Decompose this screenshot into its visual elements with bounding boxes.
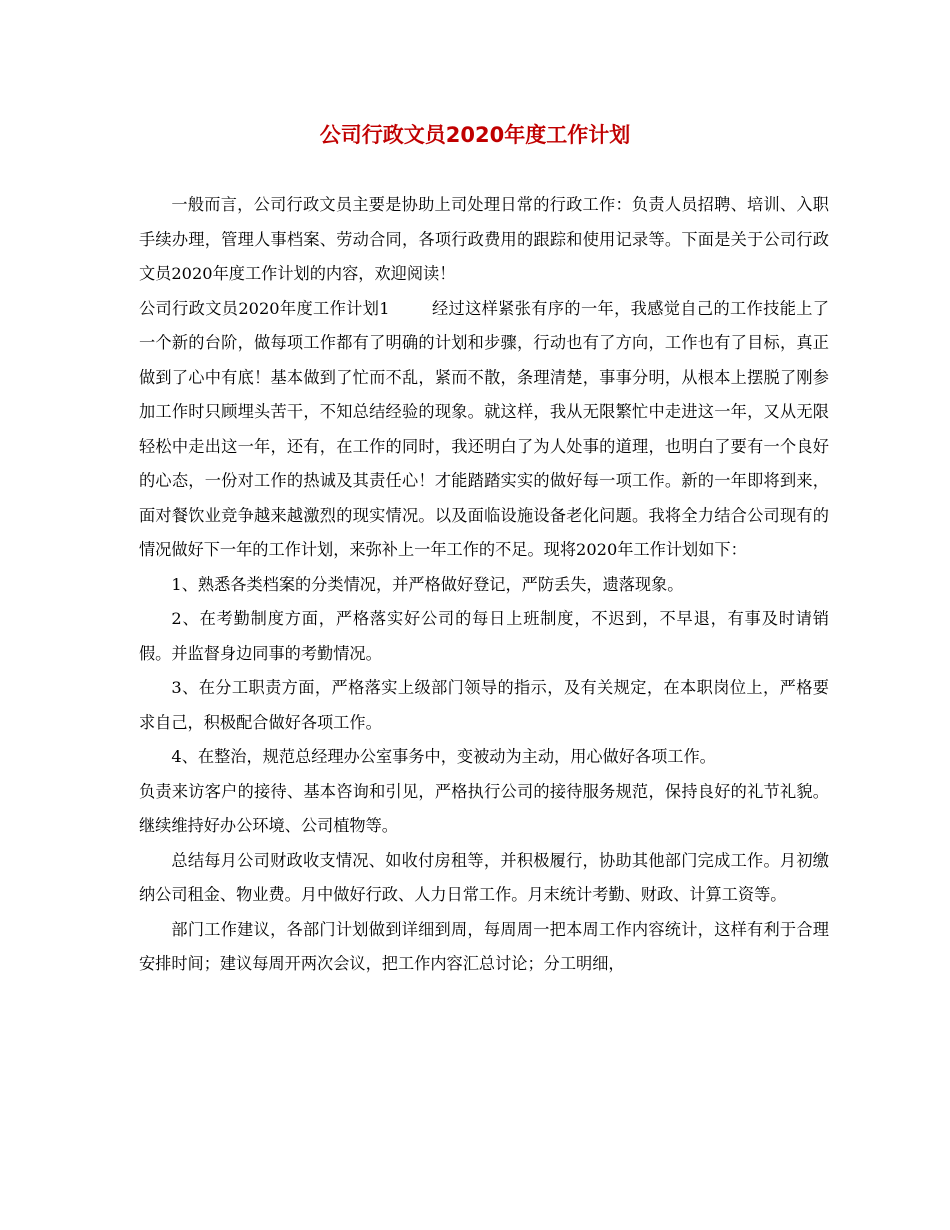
- plan-item-1: 1、熟悉各类档案的分类情况，并严格做好登记，严防丢失，遗落现象。: [171, 574, 684, 594]
- suggestion-paragraph: 部门工作建议，各部门计划做到详细到周，每周周一把本周工作内容统计，这样有利于合理安排时间；建议每周开两次会议，把工作内容汇总讨论；分工明细，: [139, 919, 829, 973]
- section-first-paragraph: 经过这样紧张有序的一年，我感觉自己的工作技能上了一个新的台阶，做每项工作都有了明确的计划和步骤，行动也有了方向，工作也有了目标，真正做到了心中有底！基本做到了忙而不乱，紧而不散，条理清楚，事事分明，从根本上摆脱了刚参加工作时只顾埋头苦干，不知总结经验的现象。就这样，我从无限繁忙中走进这一年，又从无限轻松中走出这一年，还有，在工作的同时，我还明白了为人处事的道理，也明白了要有一个良好的心态，一份对工作的热诚及其责任心！才能踏踏实实的做好每一项工作。新的一年即将到来，面对餐饮业竞争越来越激烈的现实情况。以及面临设施设备老化问题。我将全力结合公司现有的情况做好下一年的工作计划，来弥补上一年工作的不足。现将2020年工作计划如下：: [139, 298, 829, 559]
- section-paragraph: [139, 292, 829, 568]
- document-title: 公司行政文员2020年度工作计划: [319, 123, 631, 147]
- section-heading: 公司行政文员2020年度工作计划1: [139, 298, 390, 318]
- intro-paragraph: 一般而言，公司行政文员主要是协助上司处理日常的行政工作：负责人员招聘、培训、入职手续办理，管理人事档案、劳动合同，各项行政费用的跟踪和使用记录等。下面是关于公司行政文员2020年度工作计划的内容，欢迎阅读！: [139, 195, 829, 283]
- plan-item-2: 2、在考勤制度方面，严格落实好公司的每日上班制度，不迟到，不早退，有事及时请销假。并监督身边同事的考勤情况。: [139, 609, 829, 663]
- plan-item-4: 4、在整治，规范总经理办公室事务中，变被动为主动，用心做好各项工作。: [171, 747, 716, 766]
- plan-item-3: 3、在分工职责方面，严格落实上级部门领导的指示，及有关规定，在本职岗位上，严格要求自己，积极配合做好各项工作。: [139, 678, 829, 732]
- finance-paragraph: 总结每月公司财政收支情况、如收付房租等，并积极履行，协助其他部门完成工作。月初缴纳公司租金、物业费。月中做好行政、人力日常工作。月末统计考勤、财政、计算工资等。: [139, 850, 829, 904]
- document-body: [139, 188, 829, 982]
- reception-paragraph: 负责来访客户的接待、基本咨询和引见，严格执行公司的接待服务规范，保持良好的礼节礼貌。继续维持好办公环境、公司植物等。: [139, 781, 829, 835]
